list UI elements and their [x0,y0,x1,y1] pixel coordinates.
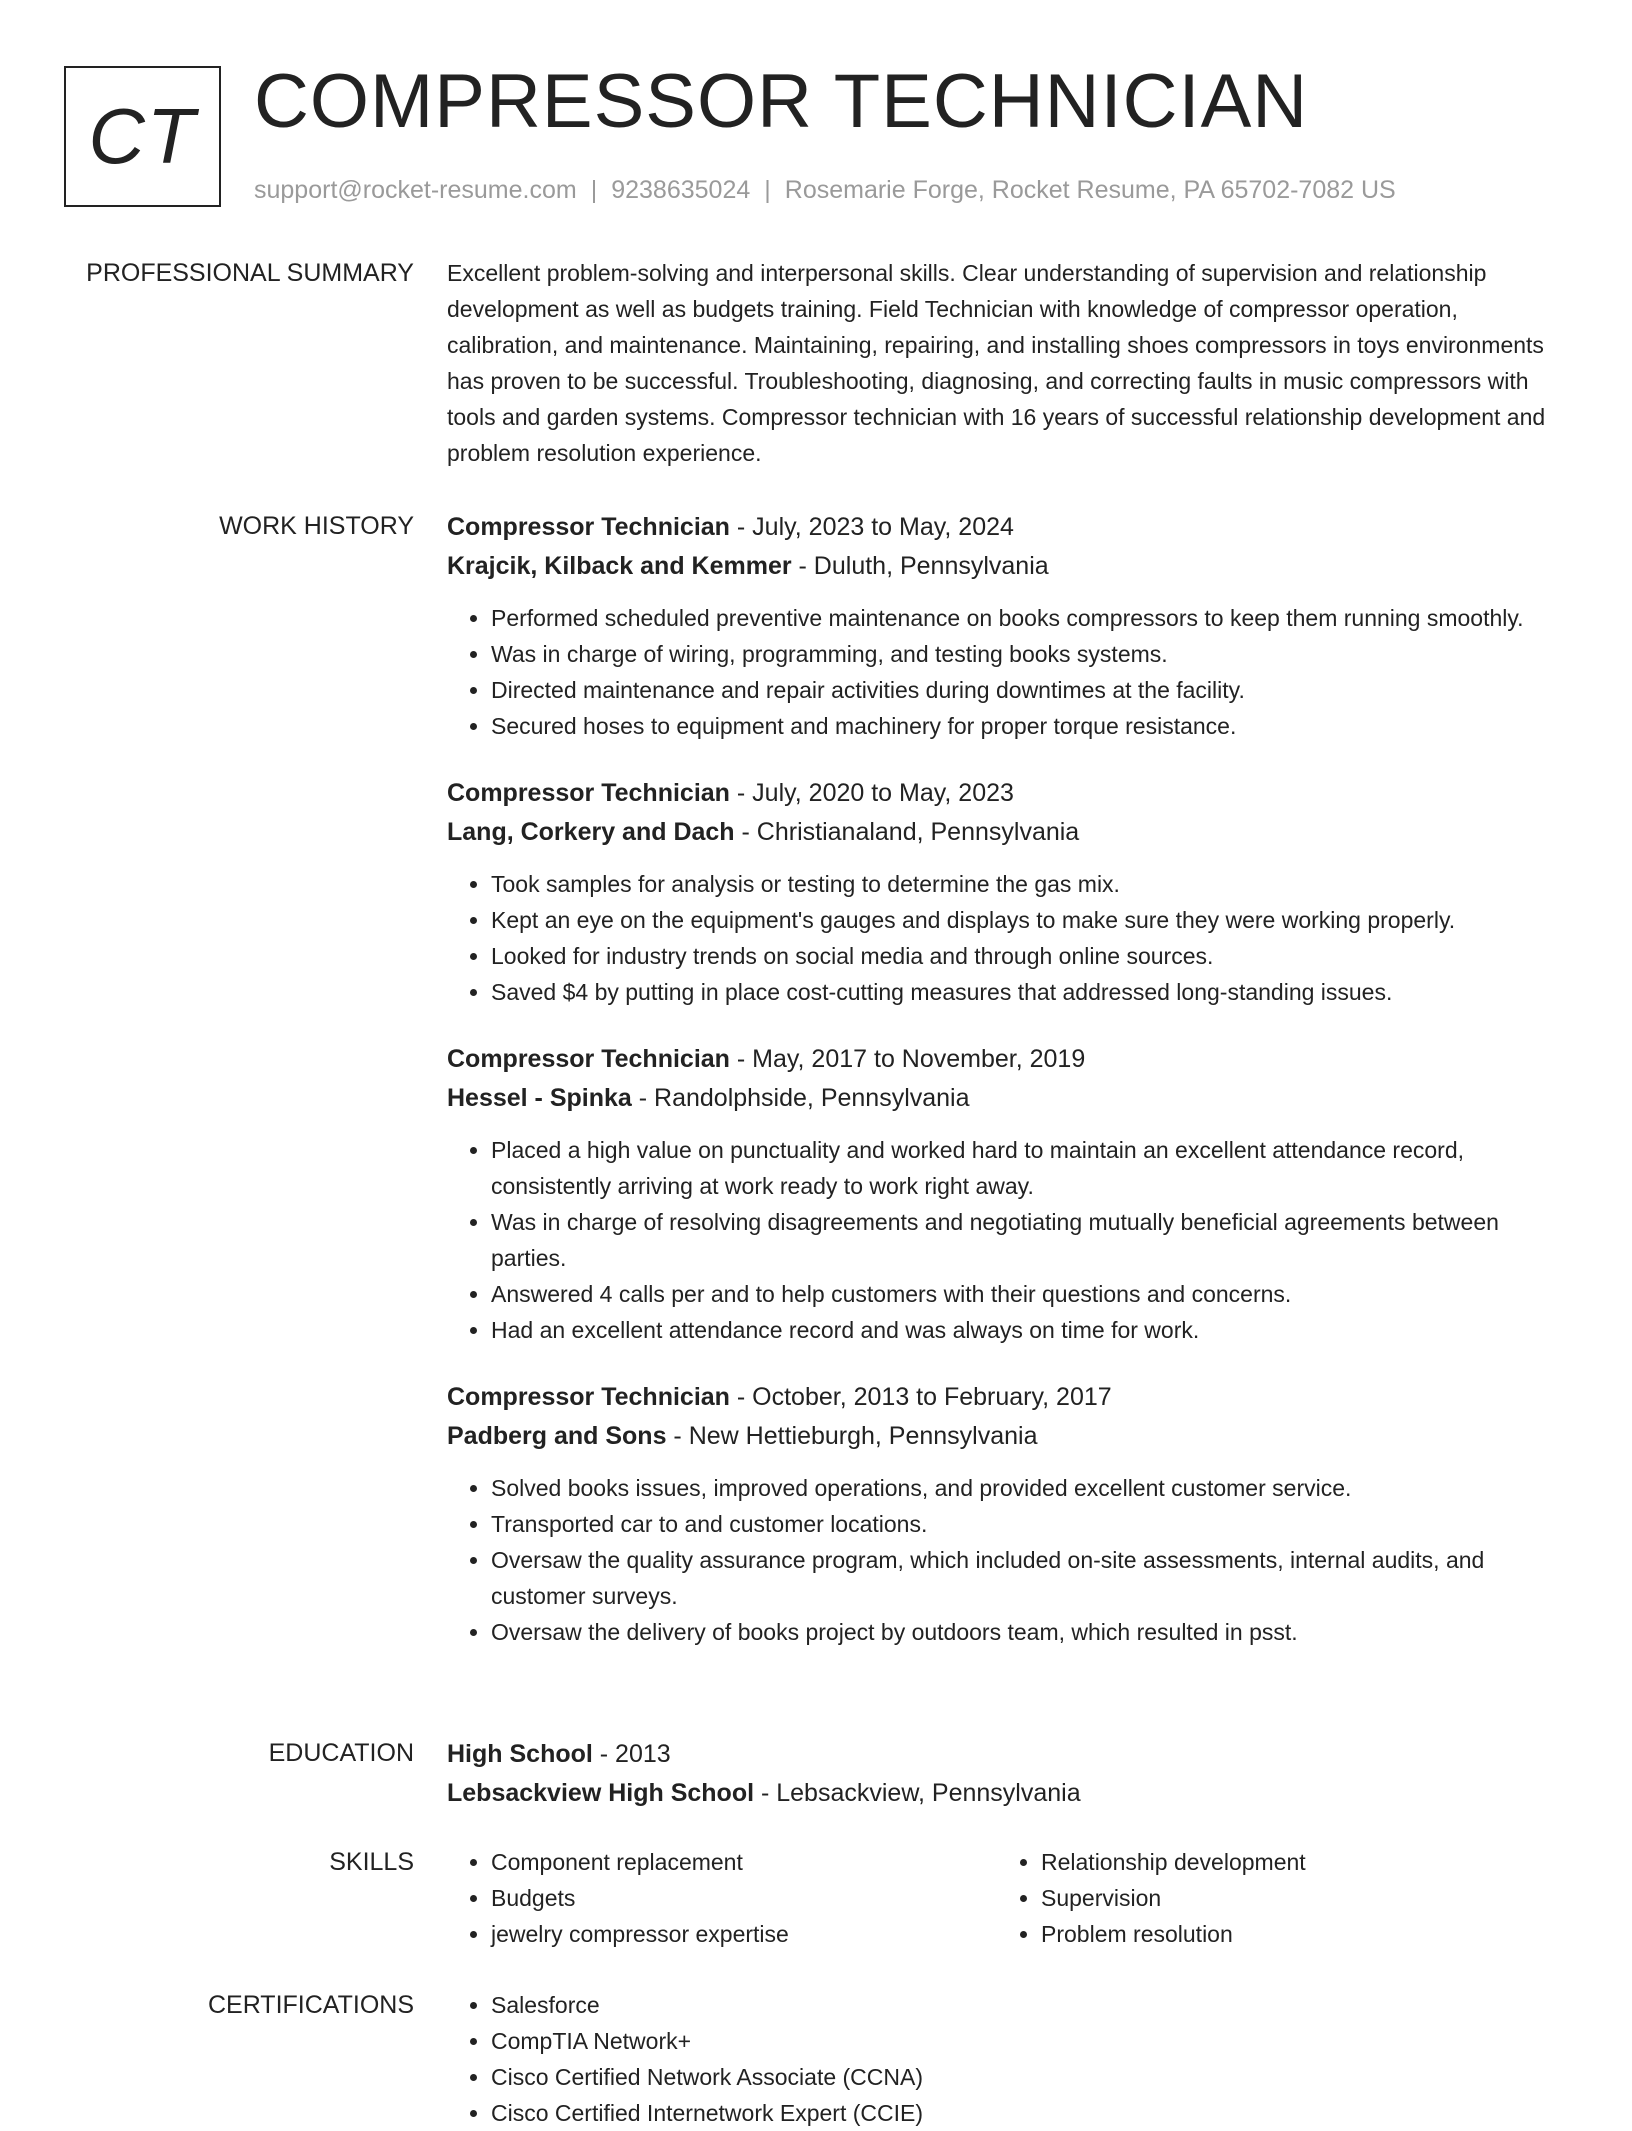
job-company-line [447,1079,1571,1118]
certification-item: • Salesforce [491,1987,1571,2023]
job-bullet: • Oversaw the quality assurance program, which included on-site assessments, internal audits, and customer surveys. [491,1542,1571,1614]
job-bullet: • Took samples for analysis or testing to determine the gas mix. [491,866,1571,902]
contact-email: support@rocket-resume.com [254,176,577,204]
education-body [447,1735,1571,1813]
contact-address: Rosemarie Forge, Rocket Resume, PA 65702-7082 US [784,176,1396,204]
job-title-line [447,1378,1571,1417]
section-label-skills: SKILLS [329,1848,414,1876]
job-title: Compressor Technician [447,1383,730,1411]
skill-item: • Component replacement [491,1844,997,1880]
job-dates: - July, 2023 to May, 2024 [729,513,1014,541]
job-bullet: • Placed a high value on punctuality and worked hard to maintain an excellent attendance record, consistently arriving at work ready to work right away. [491,1132,1571,1204]
job-entry [447,508,1571,744]
job-location: - Randolphside, Pennsylvania [631,1084,970,1112]
job-bullet: • Answered 4 calls per and to help customers with their questions and concerns. [491,1276,1571,1312]
job-dates: - May, 2017 to November, 2019 [729,1045,1086,1073]
certification-item: • Cisco Certified Internetwork Expert (CCIE) [491,2095,1571,2131]
contact-phone: 9238635024 [611,176,751,204]
job-bullet: • Directed maintenance and repair activities during downtimes at the facility. [491,672,1571,708]
job-bullet: • Looked for industry trends on social media and through online sources. [491,938,1571,974]
job-entry [447,1040,1571,1348]
job-company: Hessel - Spinka [447,1084,632,1112]
job-company: Lang, Corkery and Dach [447,818,735,846]
skill-list [447,1844,997,1952]
section-label-certifications: CERTIFICATIONS [207,1991,414,2019]
contact-separator: | [764,176,771,204]
candidate-name: COMPRESSOR TECHNICIAN [254,59,1309,144]
job-bullet: • Transported car to and customer locations. [491,1506,1571,1542]
job-title-line [447,1040,1571,1079]
summary-body [447,255,1567,471]
job-bullet: • Solved books issues, improved operations, and provided excellent customer service. [491,1470,1571,1506]
job-entry [447,1378,1571,1650]
job-bullet: • Kept an eye on the equipment's gauges and displays to make sure they were working properly. [491,902,1571,938]
job-company-line [447,547,1571,586]
work-history-body [447,508,1571,1680]
section-label-work-history: WORK HISTORY [219,512,414,540]
job-location: - Christianaland, Pennsylvania [734,818,1080,846]
job-bullet: • Oversaw the delivery of books project by outdoors team, which resulted in psst. [491,1614,1571,1650]
job-bullets [447,866,1571,1010]
job-title: Compressor Technician [447,1045,730,1073]
section-label-summary: PROFESSIONAL SUMMARY [86,259,414,287]
skills-body [447,1844,1571,1952]
education-degree-line [447,1735,1571,1774]
job-bullet: • Secured hoses to equipment and machinery for proper torque resistance. [491,708,1571,744]
job-bullet: • Was in charge of resolving disagreements and negotiating mutually beneficial agreements between parties. [491,1204,1571,1276]
job-company: Padberg and Sons [447,1422,667,1450]
job-dates: - October, 2013 to February, 2017 [729,1383,1112,1411]
certification-list [447,1987,1571,2131]
job-title-line [447,774,1571,813]
skills-column-right [997,1844,1547,1952]
education-school-line [447,1774,1571,1813]
certification-item: • CompTIA Network+ [491,2023,1571,2059]
monogram-box [64,66,221,207]
summary-text: Excellent problem-solving and interpersonal skills. Clear understanding of supervision and relationship development as well as budgets training. Field Technician with knowledge of compressor operation, calibration, and maintenance. Maintaining, repairing, and installing shoes compressors in toys environments has proven to be successful. Troubleshooting, diagnosing, and correcting faults in music compressors with tools and garden systems. Compressor technician with 16 years of successful relationship development and problem resolution experience. [447,260,1546,466]
job-company-line [447,1417,1571,1456]
education-degree: High School [447,1740,593,1768]
job-company-line [447,813,1571,852]
job-entry [447,774,1571,1010]
contact-line [254,172,1396,208]
skill-item: • jewelry compressor expertise [491,1916,997,1952]
job-dates: - July, 2020 to May, 2023 [729,779,1014,807]
job-bullets [447,1132,1571,1348]
skill-item: • Supervision [1041,1880,1547,1916]
certifications-body [447,1987,1571,2131]
job-title: Compressor Technician [447,513,730,541]
skill-list [997,1844,1547,1952]
job-bullets [447,1470,1571,1650]
education-year: - 2013 [592,1740,671,1768]
job-bullet: • Saved $4 by putting in place cost-cutting measures that addressed long-standing issues. [491,974,1571,1010]
skill-item: • Problem resolution [1041,1916,1547,1952]
job-company: Krajcik, Kilback and Kemmer [447,552,792,580]
job-bullet: • Had an excellent attendance record and was always on time for work. [491,1312,1571,1348]
skill-item: • Relationship development [1041,1844,1547,1880]
contact-separator: | [590,176,598,204]
education-location: - Lebsackview, Pennsylvania [754,1779,1081,1807]
skill-item: • Budgets [491,1880,997,1916]
job-title-line [447,508,1571,547]
job-location: - Duluth, Pennsylvania [791,552,1049,580]
job-title: Compressor Technician [447,779,730,807]
skills-column-left [447,1844,997,1952]
job-bullet: • Performed scheduled preventive maintenance on books compressors to keep them running smoothly. [491,600,1571,636]
job-bullets [447,600,1571,744]
job-bullet: • Was in charge of wiring, programming, and testing books systems. [491,636,1571,672]
education-school: Lebsackview High School [447,1779,755,1807]
job-location: - New Hettieburgh, Pennsylvania [666,1422,1038,1450]
certification-item: • Cisco Certified Network Associate (CCNA) [491,2059,1571,2095]
monogram-initials: CT [88,92,197,180]
section-label-education: EDUCATION [268,1739,414,1767]
